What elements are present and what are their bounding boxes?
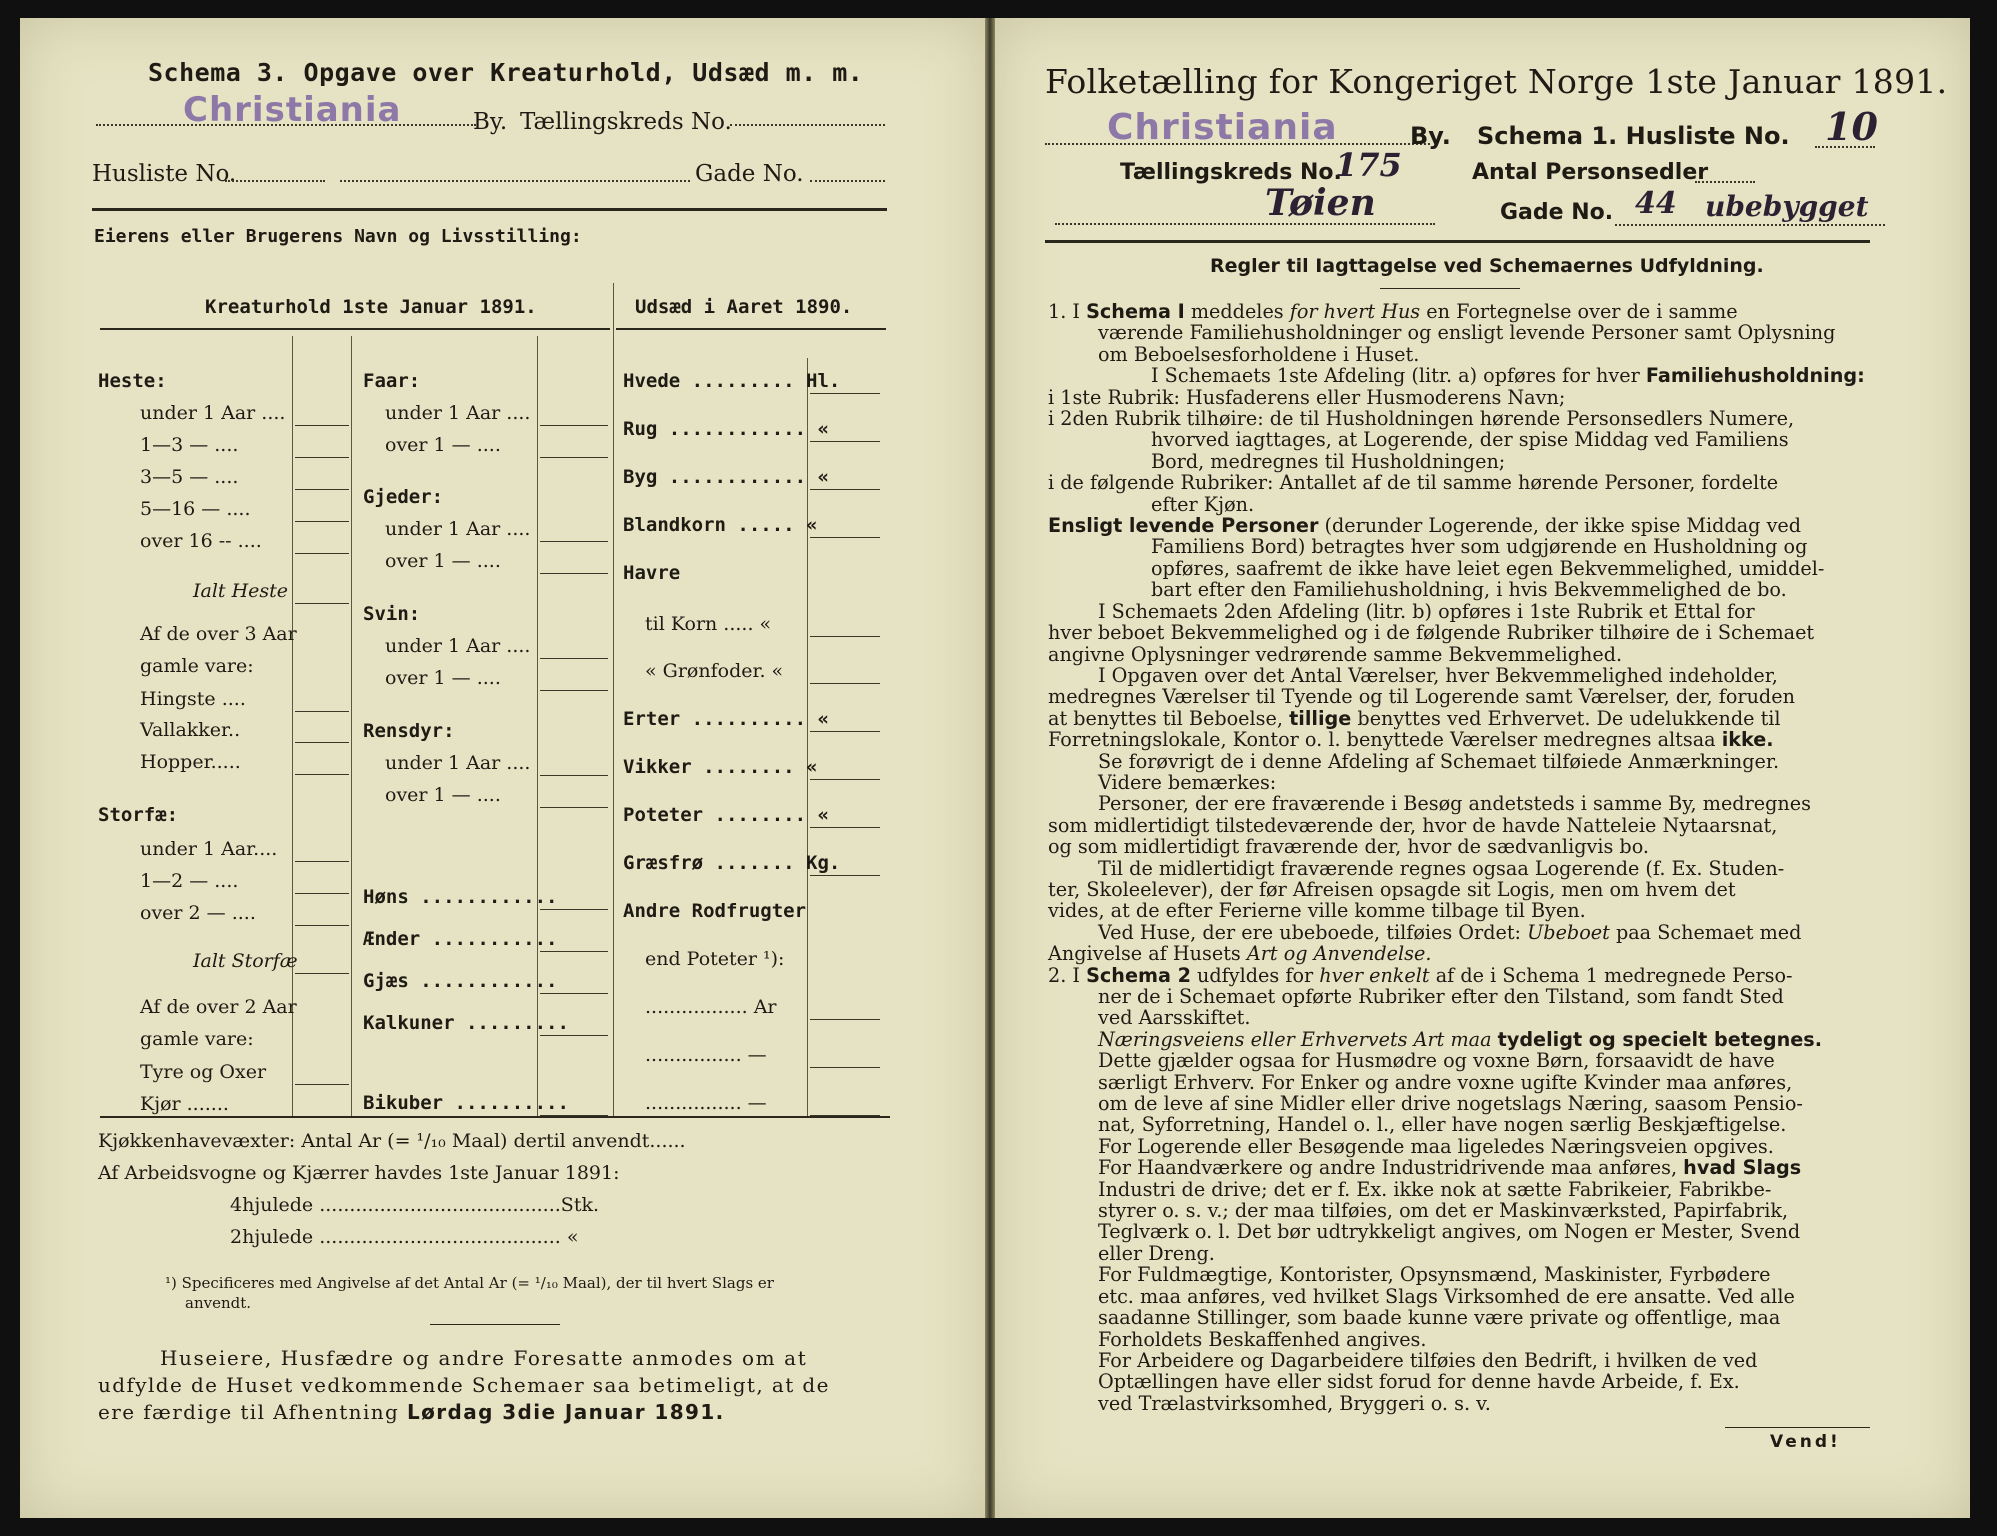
vend-label: Vend!	[1770, 1432, 1841, 1452]
antal-personsedler-label: Antal Personsedler	[1472, 160, 1709, 185]
crops-entry-blank[interactable]	[810, 441, 880, 442]
livestock-b-entry-blank[interactable]	[540, 909, 608, 910]
footnote-line-1: ¹) Specificeres med Angivelse af det Antal Ar (= ¹/₁₀ Maal), der til hvert Slags er	[165, 1274, 774, 1292]
livestock-a-row: Kjør .......	[140, 1093, 229, 1115]
livestock-a-entry-blank[interactable]	[295, 711, 349, 712]
livestock-a-entry-blank[interactable]	[295, 603, 349, 604]
livestock-a-row: Hingste ....	[140, 688, 246, 710]
livestock-a-entry-blank[interactable]	[295, 457, 349, 458]
gade-label: Gade No.	[695, 161, 804, 187]
livestock-b-row: under 1 Aar ....	[385, 518, 531, 540]
closing-date: Lørdag 3die Januar 1891.	[407, 1400, 725, 1424]
livestock-a-row: Hopper.....	[140, 751, 241, 773]
crops-row: ................ —	[645, 1044, 767, 1066]
livestock-a-row: 5—16 — ....	[140, 498, 251, 520]
livestock-b-row: over 1 — ....	[385, 784, 501, 806]
crops-row: Byg ............ «	[623, 466, 829, 488]
closing-line-1: Huseiere, Husfædre og andre Foresatte anmodes om at	[160, 1346, 808, 1370]
by-label-right: By.	[1410, 122, 1451, 150]
right-header-rule	[1045, 240, 1870, 243]
crops-entry-blank[interactable]	[810, 731, 880, 732]
livestock-a-row: Af de over 3 Aar	[140, 623, 297, 645]
kjokkenhave-line: Kjøkkenhavevæxter: Antal Ar (= ¹/₁₀ Maal) dertil anvendt......	[98, 1130, 686, 1152]
census-title: Folketælling for Kongeriget Norge 1ste Januar 1891.	[1045, 62, 1948, 101]
crops-entry-blank[interactable]	[810, 875, 880, 876]
livestock-a-row: gamle vare:	[140, 1028, 254, 1050]
livestock-a-entry-blank[interactable]	[295, 553, 349, 554]
livestock-a-entry-blank[interactable]	[295, 774, 349, 775]
livestock-a-row: Vallakker..	[140, 719, 241, 741]
christiania-stamp: Christiania	[183, 90, 402, 130]
kreds-label: Tællingskreds No.	[520, 109, 732, 135]
kreds-label-right: Tællingskreds No.	[1120, 160, 1342, 185]
crops-entry-blank[interactable]	[810, 683, 880, 684]
livestock-a-row: over 16 -- ....	[140, 530, 262, 552]
livestock-a-row: Ialt Storfæ	[193, 950, 298, 972]
street-name-handwritten: Tøien	[1265, 182, 1376, 224]
livestock-a-row: Tyre og Oxer	[140, 1061, 267, 1083]
schema-3-title: Schema 3. Opgave over Kreaturhold, Udsæd m. m.	[148, 58, 864, 87]
livestock-a-row: Heste:	[98, 370, 167, 392]
livestock-b-row: Høns ............	[363, 886, 558, 908]
livestock-a-row: 1—3 — ....	[140, 434, 239, 456]
livestock-b-entry-blank[interactable]	[540, 658, 608, 659]
gade-note-handwritten: ubebygget	[1705, 190, 1869, 223]
livestock-b-row: Ænder ...........	[363, 928, 558, 950]
livestock-b-entry-blank[interactable]	[540, 807, 608, 808]
livestock-b-row: Bikuber ..........	[363, 1092, 569, 1114]
livestock-a-row: Af de over 2 Aar	[140, 996, 297, 1018]
gade-label-right: Gade No.	[1500, 200, 1614, 225]
kreaturhold-header: Kreaturhold 1ste Januar 1891.	[205, 296, 537, 318]
gade-number: 44	[1635, 186, 1677, 221]
livestock-a-row: Ialt Heste	[193, 580, 289, 602]
livestock-b-entry-blank[interactable]	[540, 690, 608, 691]
livestock-b-entry-blank[interactable]	[540, 425, 608, 426]
rule-1: 1. I Schema I meddeles for hvert Hus en Fortegnelse over de i samme	[1048, 300, 1738, 323]
livestock-a-entry-blank[interactable]	[295, 1084, 349, 1085]
rules-title: Regler til Iagttagelse ved Schemaernes Udfyldning.	[1210, 255, 1764, 277]
livestock-a-row: under 1 Aar ....	[140, 402, 286, 424]
livestock-b-row: Rensdyr:	[363, 720, 455, 742]
udsaed-header: Udsæd i Aaret 1890.	[635, 296, 853, 318]
livestock-a-entry-blank[interactable]	[295, 742, 349, 743]
livestock-b-row: under 1 Aar ....	[385, 402, 531, 424]
livestock-a-entry-blank[interactable]	[295, 425, 349, 426]
crops-row: Græsfrø ....... Kg.	[623, 852, 841, 874]
livestock-b-entry-blank[interactable]	[540, 457, 608, 458]
owner-label: Eierens eller Brugerens Navn og Livsstilling:	[94, 226, 582, 247]
livestock-a-entry-blank[interactable]	[295, 925, 349, 926]
livestock-b-row: over 1 — ....	[385, 667, 501, 689]
crops-row: Poteter ........ «	[623, 804, 829, 826]
crops-row: « Grønfoder. «	[645, 660, 784, 682]
husliste-label: Husliste No.	[92, 161, 237, 187]
crops-row: Erter .......... «	[623, 708, 829, 730]
book-spine	[985, 18, 995, 1518]
kreds-number: 175	[1335, 146, 1402, 184]
crops-entry-blank[interactable]	[810, 1019, 880, 1020]
livestock-b-row: Svin:	[363, 603, 421, 625]
livestock-a-entry-blank[interactable]	[295, 893, 349, 894]
left-page-schema-3	[20, 18, 985, 1518]
livestock-a-row: Storfæ:	[98, 804, 179, 826]
christiania-stamp-right: Christiania	[1107, 107, 1338, 148]
livestock-a-row: over 2 — ....	[140, 902, 256, 924]
crops-entry-blank[interactable]	[810, 1067, 880, 1068]
livestock-b-row: under 1 Aar ....	[385, 635, 531, 657]
crops-row: Havre	[623, 562, 681, 584]
livestock-b-entry-blank[interactable]	[540, 951, 608, 952]
livestock-b-row: Kalkuner .........	[363, 1012, 569, 1034]
crops-row: Rug ............ «	[623, 418, 829, 440]
crops-row: ................ —	[645, 1092, 767, 1114]
livestock-b-entry-blank[interactable]	[540, 573, 608, 574]
crops-entry-blank[interactable]	[810, 636, 880, 637]
rule-2: 2. I Schema 2 udfyldes for hver enkelt af de i Schema 1 medregnede Perso-	[1048, 963, 1793, 987]
livestock-a-row: 1—2 — ....	[140, 870, 239, 892]
livestock-a-entry-blank[interactable]	[295, 861, 349, 862]
header-rule	[92, 208, 887, 211]
right-page-schema-1	[995, 18, 1970, 1518]
crops-entry-blank[interactable]	[810, 393, 880, 394]
livestock-b-row: under 1 Aar ....	[385, 752, 531, 774]
crops-row: end Poteter ¹):	[645, 948, 785, 970]
livestock-b-entry-blank[interactable]	[540, 775, 608, 776]
crops-row: ................. Ar	[645, 996, 777, 1018]
livestock-b-row: over 1 — ....	[385, 550, 501, 572]
livestock-a-entry-blank[interactable]	[295, 521, 349, 522]
livestock-b-row: Gjeder:	[363, 486, 444, 508]
crops-entry-blank[interactable]	[810, 827, 880, 828]
livestock-a-row: 3—5 — ....	[140, 466, 239, 488]
livestock-b-entry-blank[interactable]	[540, 993, 608, 994]
crops-row: Andre Rodfrugter	[623, 900, 807, 922]
schema-1-husliste-label: Schema 1. Husliste No.	[1477, 122, 1790, 150]
footnote-line-2: anvendt.	[185, 1294, 252, 1312]
livestock-a-entry-blank[interactable]	[295, 973, 349, 974]
crops-entry-blank[interactable]	[810, 537, 880, 538]
crops-row: Hvede ......... Hl.	[623, 370, 841, 392]
livestock-a-entry-blank[interactable]	[295, 489, 349, 490]
livestock-b-row: Gjæs ............	[363, 970, 558, 992]
closing-line-3: ere færdige til Afhentning	[98, 1400, 400, 1424]
closing-line-2: udfylde de Huset vedkommende Schemaer saa betimeligt, at de	[98, 1373, 830, 1397]
crops-row: Vikker ........ «	[623, 756, 818, 778]
arbeidsvogne-line: Af Arbeidsvogne og Kjærrer havdes 1ste Januar 1891:	[98, 1162, 620, 1184]
livestock-a-row: under 1 Aar....	[140, 838, 278, 860]
by-label: By.	[473, 109, 508, 135]
livestock-a-row: gamle vare:	[140, 655, 254, 677]
livestock-b-row: over 1 — ....	[385, 434, 501, 456]
crops-entry-blank[interactable]	[810, 489, 880, 490]
livestock-b-row: Faar:	[363, 370, 421, 392]
crops-row: til Korn ..... «	[645, 613, 772, 635]
tohjulede-line: 2hjulede ........................................ «	[230, 1226, 579, 1248]
livestock-b-entry-blank[interactable]	[540, 541, 608, 542]
livestock-b-entry-blank[interactable]	[540, 1035, 608, 1036]
husliste-number: 10	[1825, 104, 1878, 149]
firhjulede-line: 4hjulede ........................................Stk.	[230, 1194, 600, 1216]
rules-text: 1. I Schema I meddeles for hvert Hus en Fortegnelse over de i samme værende Familiehusholdninger og ensligt levende Personer samt Oplysning om Beboelsesforholdene i Huset. I Schemaets 1ste Afdeling (litr. a) opføres for hver Familiehusholdning: i 1ste Rubrik: Husfaderens eller Husmoderens Navn; i 2den Rubrik tilhøire: de til Husholdningen hørende Personsedlers Numere, hvorved iagttages, at Logerende, der spise Middag ved Familiens Bord, medregnes til Husholdningen; i de følgende Rubriker: Antallet af de til samme hørende Personer, fordelte efter Kjøn. Ensligt levende Personer (derunder Logerende, der ikke spise Middag ved Familiens Bord) betragtes hver som udgjørende en Husholdning og opføres, saafremt de ikke have leiet egen Bekvemmelighed, umiddel- bart efter den Familiehusholdning, i hvis Bekvemmelighed de bo. I Schemaets 2den Afdeling (litr. b) opføres i 1ste Rubrik et Ettal for hver beboet Bekvemmelighed og i de følgende Rubriker tilhøire de i Schemaet angivne Oplysninger vedrørende samme Bekvemmelighed. I Opgaven over det Antal Værelser, hver Bekvemmelighed indeholder, medregnes Værelser til Tyende og til Logerende samt Værelser, der, foruden at benyttes til Beboelse, tillige benyttes ved Erhvervet. De udelukkende til Forretningslokale, Kontor o. l. benyttede Værelser medregnes altsaa ikke. Se forøvrigt de i denne Afdeling af Schemaet tilføiede Anmærkninger. Videre bemærkes: Personer, der ere fraværende i Besøg andetsteds i samme By, medregnes som midlertidigt tilstedeværende der, hvor de havde Natteleie Nytaarsnat, og som midlertidigt fraværende der, hvor de sædvanligvis bo. Til de midlertidigt fraværende regnes ogsaa Logerende (f. Ex. Studen- ter, Skoleelever), der før Afreisen opsagde sit Logis, men om hvem det vides, at de efter Ferierne ville komme tilbage til Byen. Ved Huse, der ere ubeboede, tilføies Ordet: Ubeboet paa Schemaet med Angivelse af Husets Art og Anvendelse. 2. I Schema 2 udfyldes for hver enkelt af de i Schema 1 medregnede Perso- ner de i Schemaet opførte Rubriker efter den Tilstand, som fandt Sted ved Aarsskiftet. Næringsveiens eller Erhvervets Art maa tydeligt og specielt betegnes. Dette gjælder ogsaa for Husmødre og voxne Børn, forsaavidt de have særligt Erhverv. For Enker og andre voxne ugifte Kvinder maa anføres, om de leve af sine Midler eller drive nogetslags Næring, saasom Pensio- nat, Syforretning, Handel o. l., eller have nogen særlig Beskjæftigelse. For Logerende eller Besøgende maa ligeledes Næringsveien opgives. For Haandværkere og andre Industridrivende maa anføres, hvad Slags Industri de drive; det er f. Ex. ikke nok at sætte Fabrikeier, Fabrikbe- styrer o. s. v.; der maa tilføies, om det er Maskinværksted, Papirfabrik, Teglværk o. l. Det bør udtrykkeligt angives, om Nogen er Mester, Svend eller Dreng. For Fuldmægtige, Kontorister, Opsynsmænd, Maskinister, Fyrbødere etc. maa anføres, ved hvilket Slags Virksomhed de ere ansatte. Ved alle saadanne Stillinger, som baade kunne være private og offentlige, maa Forholdets Beskaffenhed angives. For Arbeidere og Dagarbeidere tilføies den Bedrift, i hvilken de ved Optællingen have eller sidst forud for denne havde Arbeide, f. Ex. ved Trælastvirksomhed, Bryggeri o. s. v.	[1048, 301, 1870, 1414]
crops-row: Blandkorn ..... «	[623, 514, 818, 536]
crops-entry-blank[interactable]	[810, 779, 880, 780]
